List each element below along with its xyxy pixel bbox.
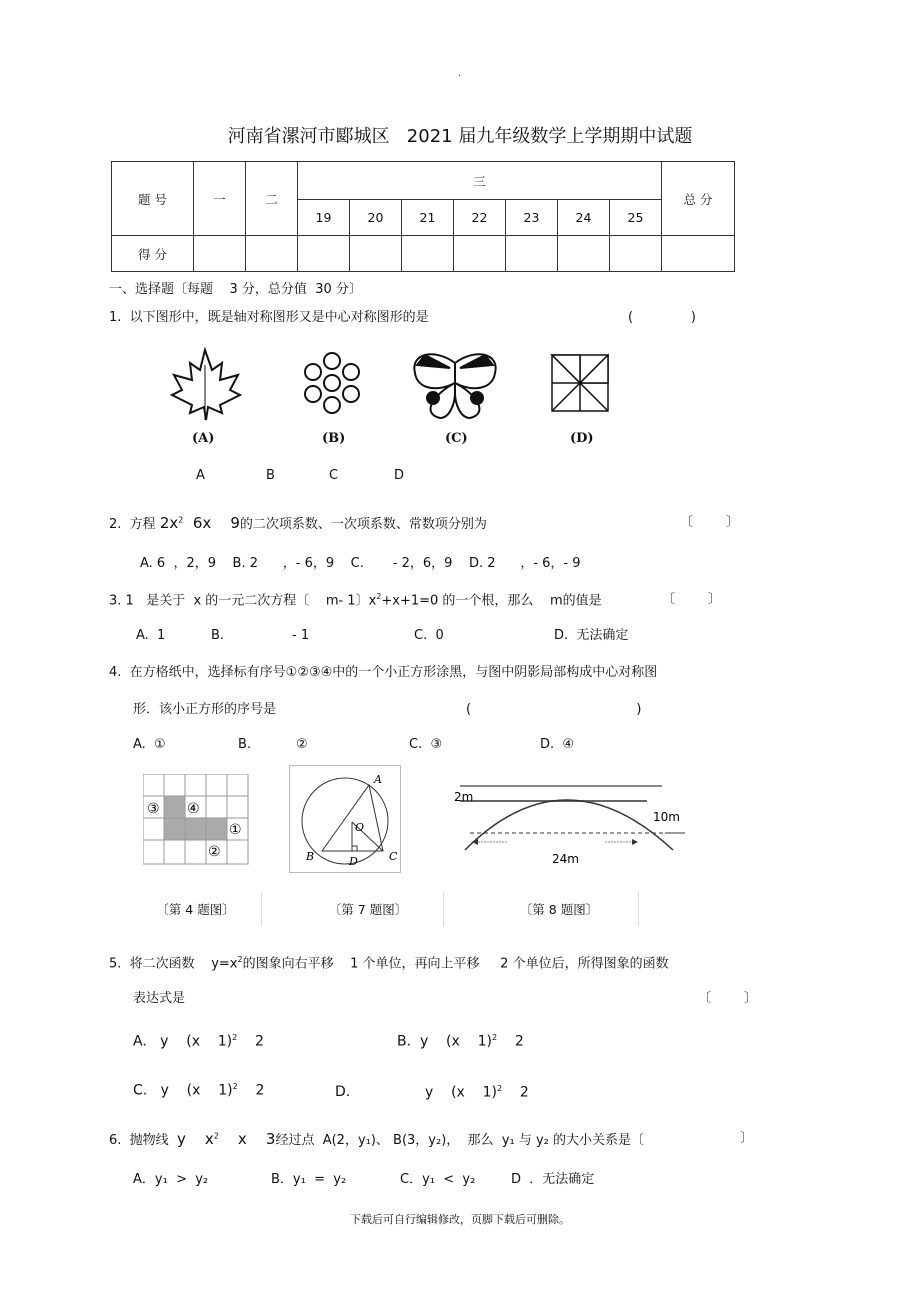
q5-text-line1: 5. 将二次函数 $y=x^2$的图象向右平移 1 个单位，再向上平移 2 个单位后，所得图象的函数 [109,955,669,972]
q3-option-b[interactable]: B. [211,628,225,643]
sub-col: 20 [350,200,402,236]
grid-mark-3: ③ [147,801,160,817]
q6-bracket-end: 〕 [740,1131,754,1146]
fig-label-d: (D) [570,431,594,446]
sub-col: 24 [558,200,610,236]
q4-option-b-value: ② [296,737,308,752]
q6-option-d[interactable]: D ．无法确定 [511,1172,595,1187]
pinwheel-icon [552,355,608,411]
q5-option-c[interactable]: C. y (x 1)$^2$ 2 [133,1082,265,1099]
q3-bracket: 〔 〕 [662,592,722,607]
q5-option-d[interactable]: y (x 1)$^2$ 2 [425,1084,529,1101]
sub-col: 21 [402,200,454,236]
page-title: 河南省漯河市郾城区 2021 届九年级数学上学期期中试题 [227,126,693,147]
q1-option-d[interactable]: D [394,468,405,483]
q5-option-b[interactable]: B. y (x 1)$^2$ 2 [397,1033,524,1050]
q2-text: 2. 方程 $2x^2$ 6x 9的二次项系数、一次项系数、常数项分别为 [109,514,487,532]
q4-option-a[interactable]: A. ① [133,737,166,752]
q1-option-c[interactable]: C [329,468,339,483]
q5-bracket: 〔 〕 [698,991,758,1006]
score-cell[interactable] [194,236,246,272]
score-cell[interactable] [506,236,558,272]
sub-col: 23 [506,200,558,236]
butterfly-icon [414,354,495,418]
q1-option-a[interactable]: A [196,468,205,483]
score-cell[interactable] [558,236,610,272]
q4-option-b[interactable]: B. [238,737,252,752]
label-10m: 10m [653,810,680,824]
q4-text-line1: 4. 在方格纸中，选择标有序号①②③④中的一个小正方形涂黑，与图中阴影局部构成中心对称图 [109,665,658,680]
q6-option-c[interactable]: C．y₁ < y₂ [400,1172,476,1187]
row-label-score: 得 分 [112,236,194,272]
q1-option-b[interactable]: B [266,468,275,483]
fig8-caption: 〔第 8 题图〕 [480,892,639,926]
q1-bracket: ( ) [628,310,696,325]
q2-bracket: 〔 〕 [680,515,740,530]
q6-option-b[interactable]: B．y₁ = y₂ [271,1172,347,1187]
grid-mark-1: ① [229,822,242,838]
section-heading: 一、选择题〔每题 3 分，总分值 30 分〕 [109,282,362,297]
grid-mark-4: ④ [187,801,200,817]
q4-option-c[interactable]: C. ③ [409,737,443,752]
footer-note: 下载后可自行编辑修改，页脚下载后可删除。 [350,1213,570,1226]
label-a: A [374,773,382,786]
col-header-2: 二 [246,162,298,236]
q3-option-a[interactable]: A. 1 [136,628,166,643]
q3-option-c[interactable]: C. 0 [414,628,444,643]
q5-option-d-label[interactable]: D. [335,1084,351,1100]
q4-bracket: ( ) [466,702,642,717]
row-label-question: 题 号 [112,162,194,236]
fig4-grid [143,774,251,868]
score-cell[interactable] [662,236,735,272]
q3-text: 3. 1 是关于 x 的一元二次方程〔 m- 1〕$x^2+x+1=0$ 的一个根，那么 m的值是 [109,592,602,609]
score-cell[interactable] [350,236,402,272]
score-cell[interactable] [454,236,506,272]
snowflake-icon [305,353,359,413]
score-cell[interactable] [610,236,662,272]
q1-figures [160,345,640,425]
maple-leaf-icon [172,350,240,420]
sub-col: 19 [298,200,350,236]
sub-col: 25 [610,200,662,236]
q6-option-a[interactable]: A．y₁ > y₂ [133,1172,209,1187]
q4-option-d[interactable]: D. ④ [540,737,575,752]
q3-option-b-value: - 1 [292,628,310,643]
fig-label-a: (A) [192,431,215,446]
fig8-arch [440,775,690,865]
fig7-caption: 〔第 7 题图〕 [293,892,444,926]
label-2m: 2m [454,790,474,804]
q6-text: 6. 抛物线 y $x^2$ x 3经过点 A(2，y₁)、 B(3，y₂)， 那么 y₁ 与 y₂ 的大小关系是〔 [109,1130,645,1148]
fig-label-c: (C) [445,431,468,446]
q1-text: 1. 以下图形中，既是轴对称图形又是中心对称图形的是 [109,310,429,325]
fig-label-b: (B) [322,431,346,446]
label-b: B [306,850,315,863]
score-table [111,161,735,272]
fig4-caption: 〔第 4 题图〕 [130,892,262,926]
header-dot: . [458,69,461,79]
score-cell[interactable] [402,236,454,272]
label-o: O [355,821,365,834]
q4-text-line2: 形．该小正方形的序号是 [133,702,277,717]
q3-option-d[interactable]: D. 无法确定 [554,628,629,643]
q2-options[interactable]: A. 6 ，2，9 B. 2 ，- 6，9 C. - 2，6，9 D. 2 ，- 6，- 9 [140,556,581,571]
col-header-3: 三 [298,162,662,200]
col-header-total: 总 分 [662,162,735,236]
q5-text-line2: 表达式是 [133,991,186,1006]
label-24m: 24m [552,852,579,865]
grid-mark-2: ② [208,844,221,860]
score-cell[interactable] [298,236,350,272]
label-d: D [349,855,358,868]
q5-option-a[interactable]: A. y (x 1)$^2$ 2 [133,1033,264,1050]
col-header-1: 一 [194,162,246,236]
score-cell[interactable] [246,236,298,272]
sub-col: 22 [454,200,506,236]
fig7-circle [289,765,401,873]
label-c: C [389,850,398,863]
